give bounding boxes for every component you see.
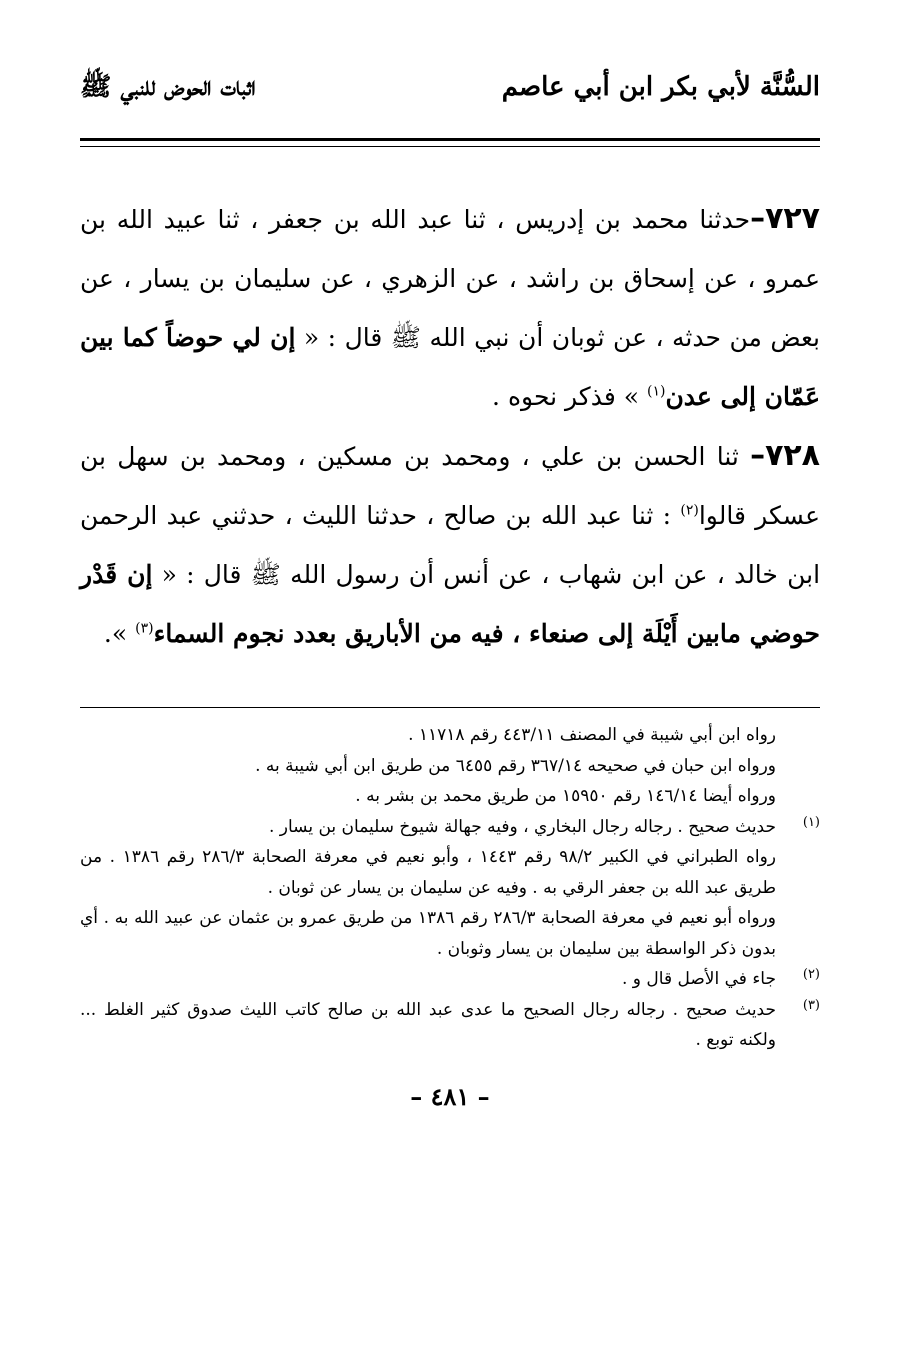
prophetic-saying: إن لي حوضاً كما بين عَمّان إلى عدن [80, 323, 820, 411]
footnote-1 [80, 812, 820, 965]
main-text [80, 189, 820, 663]
hadith-text: حدثنا محمد بن إدريس ، ثنا عبد الله بن جعفر ، ثنا عبيد الله بن عمرو ، عن إسحاق بن راشد ، عن الزهري ، عن سليمان بن يسار ، عن بعض من حدثه ، عن ثوبان أن نبي الله ﷺ قال : « [80, 205, 820, 352]
footnote-number: (٢) [802, 967, 820, 982]
page-number: – ٤٨١ – [410, 1081, 490, 1111]
footnote-number: (٣) [802, 997, 820, 1013]
hadith-727 [80, 189, 820, 426]
hadith-728 [80, 426, 820, 663]
page [80, 70, 820, 1111]
footnote-marker: (٣) [135, 620, 154, 637]
hadith-text-end: ». [103, 619, 136, 648]
footnote-marker: (١) [646, 383, 666, 400]
hadith-number: ٧٢٨ [765, 438, 820, 473]
footnote-marker: (٢) [680, 502, 699, 519]
book-title: السُّنَّة لأبي بكر ابن أبي عاصم [501, 72, 820, 102]
hadith-text-end: » فذكر نحوه . [492, 382, 647, 411]
hadith-dash: – [750, 438, 766, 473]
footnote-number: (١) [802, 814, 820, 830]
footnote-line: ورواه ابن حبان في صحيحه ٣٦٧/١٤ رقم ٦٤٥٥ من طريق ابن أبي شيبة به . [255, 755, 776, 776]
footnote-line: حديث صحيح . رجاله رجال البخاري ، وفيه جهالة شيوخ سليمان بن يسار . [268, 816, 776, 837]
running-header [80, 70, 820, 130]
footnote-intro [80, 720, 820, 812]
footnote-line: ورواه أبو نعيم في معرفة الصحابة ٢٨٦/٣ رقم ١٣٨٦ من طريق عمرو بن عثمان عن عبيد الله به . أي بدون ذكر الواسطة بين سليمان بن يسار وثوبان . [80, 908, 776, 959]
header-rule [80, 138, 820, 141]
footnote-line: حديث صحيح . رجاله رجال الصحيح ما عدى عبد الله بن صالح كاتب الليث صدوق كثير الغلط ... ولكنه توبع . [80, 999, 776, 1050]
footnote-3 [80, 995, 820, 1056]
hadith-text: ثنا الحسن بن علي ، ومحمد بن مسكين ، ومحمد بن سهل بن عسكر قالوا [80, 442, 821, 530]
footnote-line: رواه ابن أبي شيبة في المصنف ٤٤٣/١١ رقم ١١٧١٨ . [408, 725, 776, 745]
hadith-text-middle: : ثنا عبد الله بن صالح ، حدثنا الليث ، حدثني عبد الرحمن ابن خالد ، عن ابن شهاب ، عن أنس أن رسول الله ﷺ قال : « [80, 501, 821, 589]
prophetic-saying: إن قَدْر حوضي مابين أَيْلَة إلى صنعاء ، فيه من الأباريق بعدد نجوم السماء [80, 560, 820, 648]
footnotes [80, 720, 820, 1056]
footnote-separator [80, 707, 820, 708]
footnote-2 [80, 964, 820, 995]
hadith-dash: – [750, 201, 766, 236]
header-rule-thin [80, 146, 820, 147]
footnote-line: رواه الطبراني في الكبير ٩٨/٢ رقم ١٤٤٣ ، وأبو نعيم في معرفة الصحابة ٢٨٦/٣ رقم ١٣٨٦ . من طريق عبد الله بن جعفر الرقي به . وفيه عن سليمان بن يسار عن ثوبان . [80, 847, 776, 898]
chapter-title: اثبات الحوض للنبي ﷺ [80, 72, 256, 102]
footnote-line: ورواه أيضا ١٤٦/١٤ رقم ١٥٩٥٠ من طريق محمد بن بشر به . [355, 786, 776, 806]
hadith-number: ٧٢٧ [765, 201, 820, 236]
footnote-line: جاء في الأصل قال و . [622, 969, 776, 989]
